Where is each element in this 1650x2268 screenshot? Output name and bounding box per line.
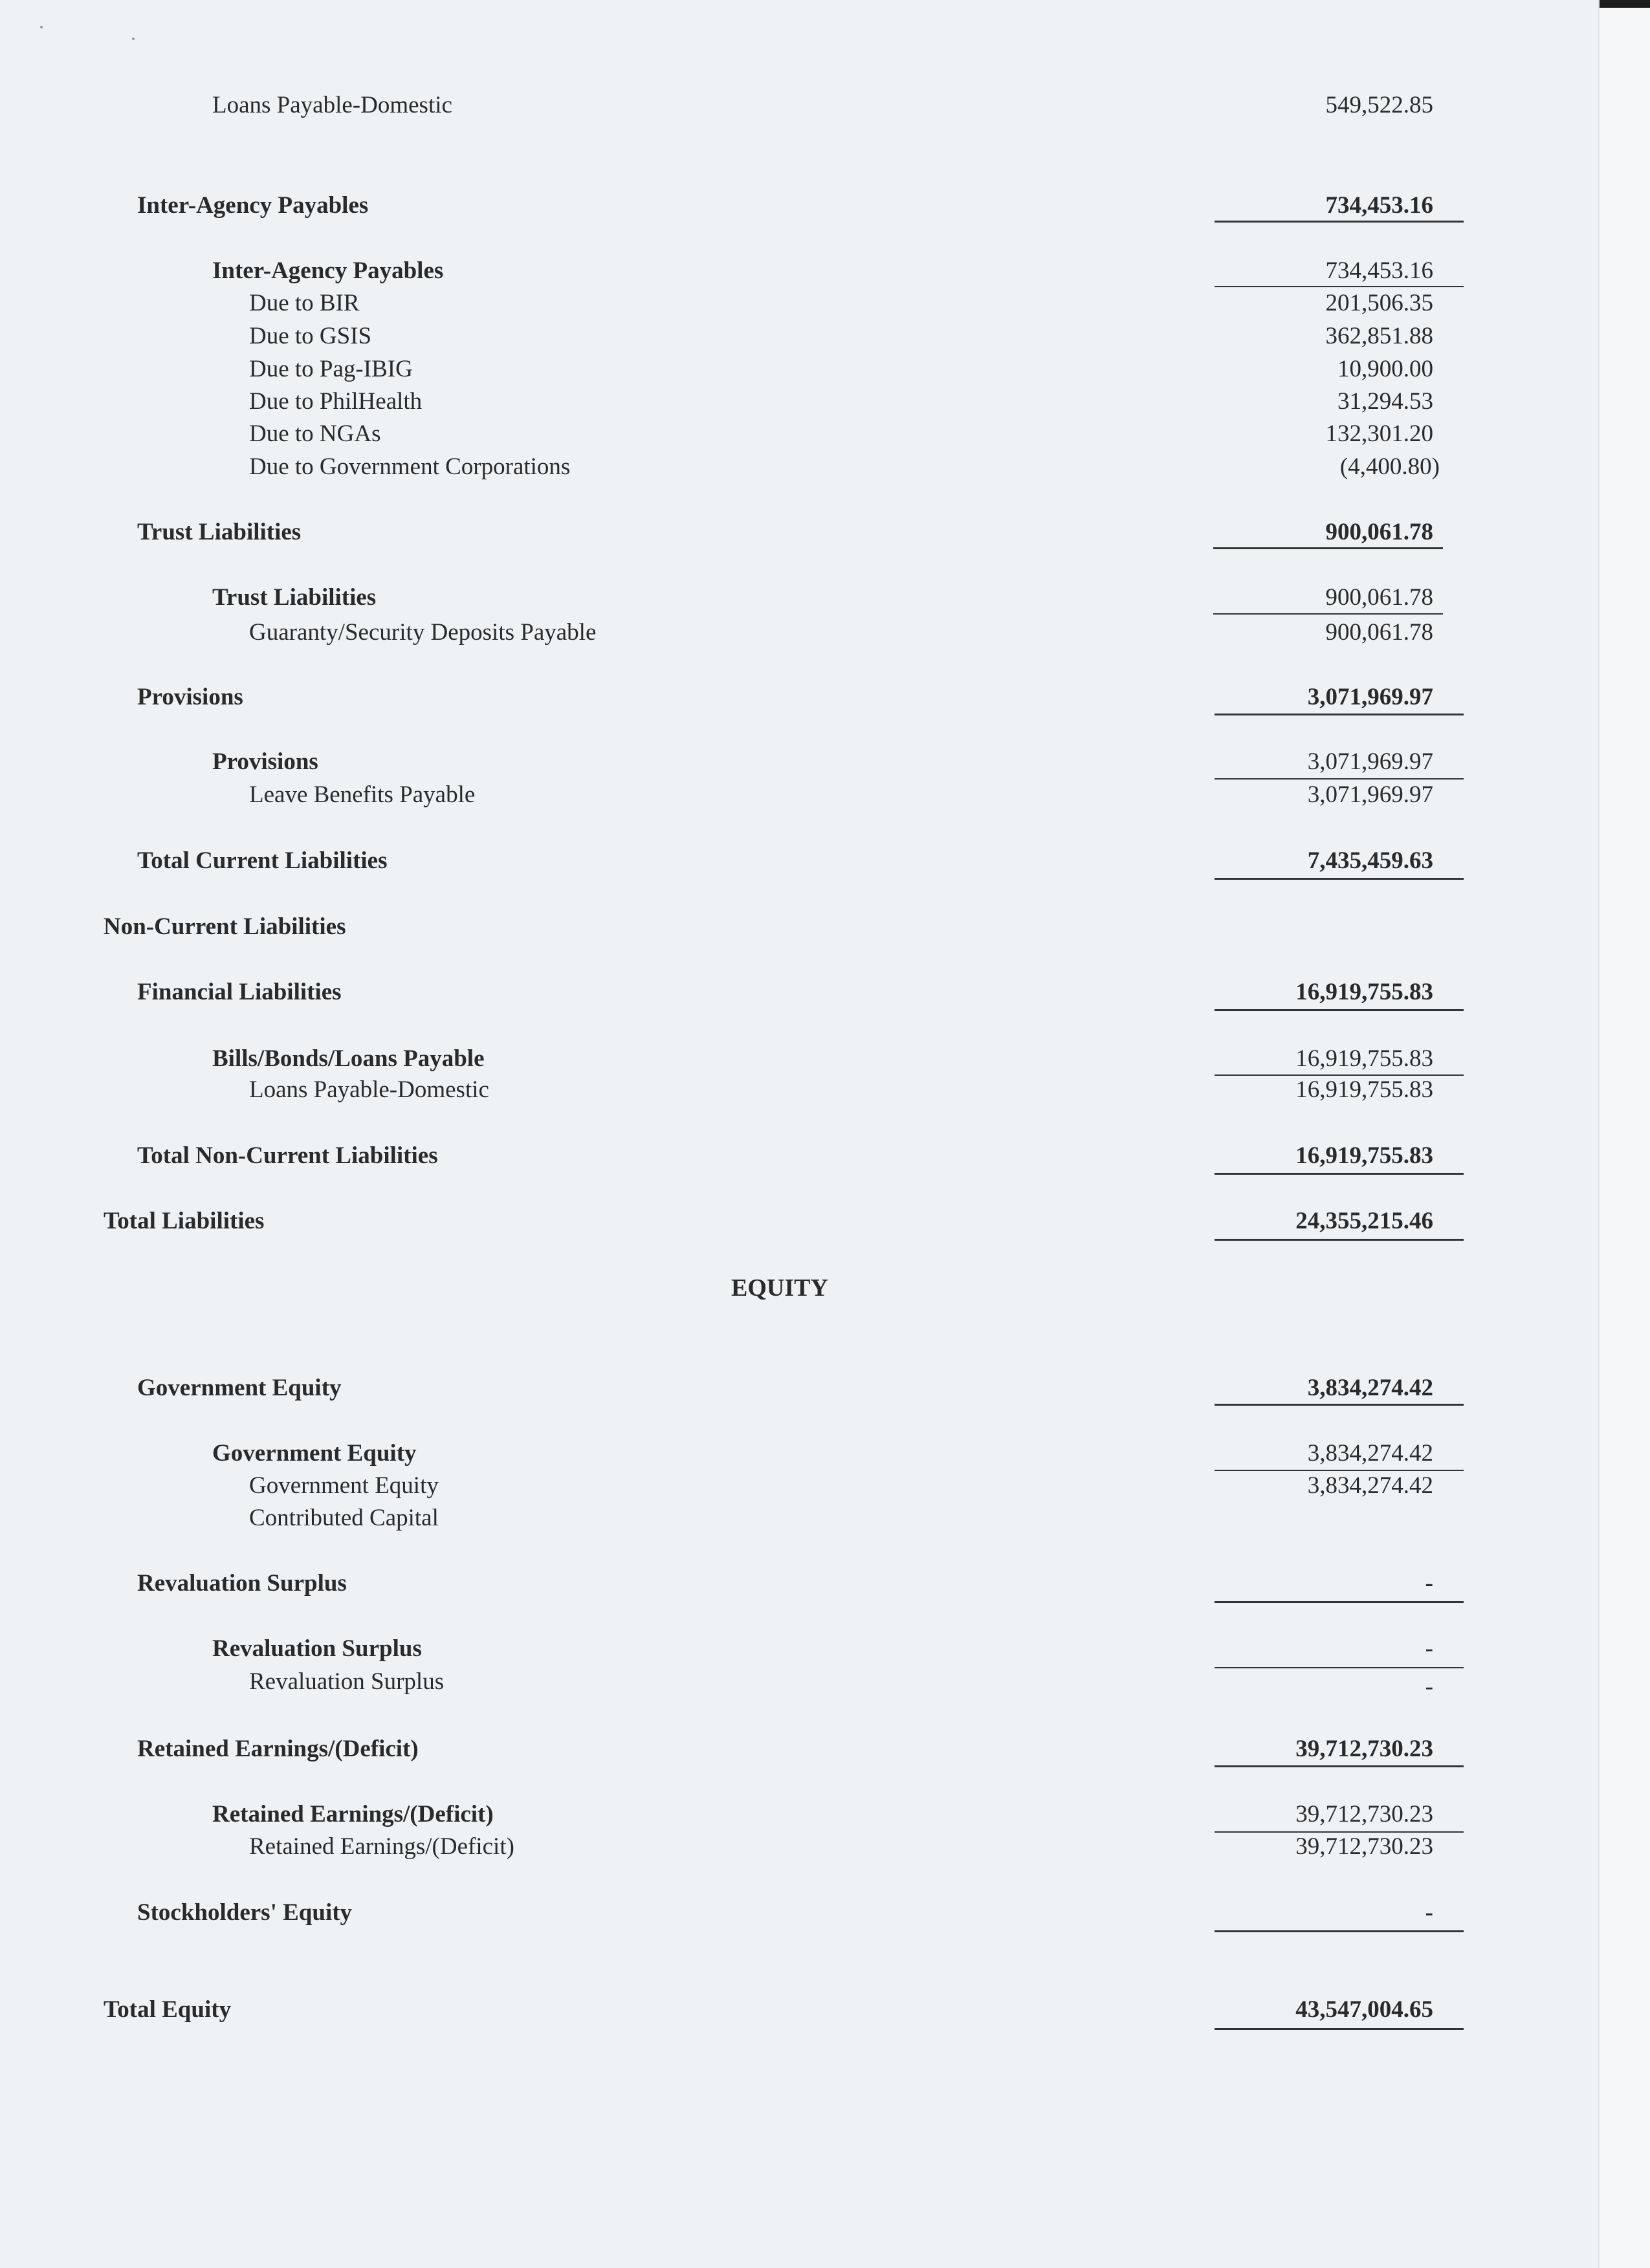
row-amount: 201,506.35 [1325,290,1433,316]
row-label: Revaluation Surplus [137,1570,347,1597]
row-amount: 900,061.78 [1325,584,1433,611]
row-label: Provisions [212,748,318,775]
row-amount: 132,301.20 [1325,420,1433,447]
row-label: Retained Earnings/(Deficit) [212,1801,494,1827]
total-underline [1215,2028,1464,2030]
statement-row [0,779,1650,818]
statement-row [0,451,1650,490]
row-amount: 39,712,730.23 [1295,1736,1433,1762]
row-amount: 16,919,755.83 [1295,979,1433,1005]
total-underline [1215,1239,1464,1241]
row-label: Trust Liabilities [212,584,377,611]
row-label: Due to NGAs [249,420,381,447]
scan-speck [132,38,135,40]
total-underline [1215,714,1464,715]
row-label: Due to Pag-IBIG [249,356,413,382]
page-corner [1600,0,1650,8]
row-label: Loans Payable-Domestic [212,92,452,118]
row-label: Total Non-Current Liabilities [137,1142,438,1169]
row-amount: 7,435,459.63 [1307,847,1433,874]
statement-row [0,1994,1650,2033]
total-underline [1215,1930,1464,1932]
row-amount: - [1425,1570,1433,1597]
row-label: Guaranty/Security Deposits Payable [249,619,597,646]
statement-row [0,1502,1650,1541]
row-amount: 16,919,755.83 [1295,1142,1433,1169]
row-label: Due to GSIS [249,323,372,349]
row-label: Financial Liabilities [137,979,342,1005]
row-label: Due to PhilHealth [249,388,423,415]
row-label: Government Equity [212,1440,417,1467]
row-amount: (4,400.80) [1339,453,1440,480]
statement-row [0,89,1650,128]
row-label: Total Equity [104,1996,232,2023]
statement-row [0,1074,1650,1113]
row-label: Revaluation Surplus [212,1635,422,1662]
row-amount: 16,919,755.83 [1295,1076,1433,1103]
row-amount: 3,834,274.42 [1307,1440,1433,1467]
row-amount: 31,294.53 [1337,388,1433,415]
row-label: Revaluation Surplus [249,1668,445,1695]
row-label: Inter-Agency Payables [212,257,444,284]
row-amount: 39,712,730.23 [1295,1833,1433,1860]
equity-heading: EQUITY [731,1274,828,1302]
row-label: Loans Payable-Domestic [249,1076,489,1103]
row-amount: - [1425,1899,1433,1926]
row-label: Due to BIR [249,290,360,316]
row-label: Government Equity [249,1472,439,1499]
row-amount: 734,453.16 [1325,257,1433,284]
row-amount: 900,061.78 [1325,619,1433,646]
row-amount: 734,453.16 [1325,192,1433,219]
total-underline [1215,1601,1464,1603]
row-amount: 3,834,274.42 [1307,1472,1433,1499]
row-amount: 3,834,274.42 [1307,1375,1433,1401]
total-underline [1215,878,1464,880]
row-label: Due to Government Corporations [249,453,571,480]
row-amount: 900,061.78 [1325,519,1433,545]
statement-row [0,190,1650,228]
row-label: Total Liabilities [104,1208,265,1234]
statement-row [0,1666,1650,1705]
row-amount: 3,071,969.97 [1307,781,1433,808]
row-label: Stockholders' Equity [137,1899,353,1926]
statement-row [0,582,1650,620]
statement-row [0,1897,1650,1935]
total-underline [1215,221,1464,223]
row-amount: 3,071,969.97 [1307,684,1433,710]
row-label: Non-Current Liabilities [104,913,346,940]
row-amount: 16,919,755.83 [1295,1045,1433,1072]
row-amount: 24,355,215.46 [1295,1208,1433,1234]
total-underline [1213,547,1443,549]
statement-row [0,516,1650,555]
statement-row [0,616,1650,655]
row-label: Inter-Agency Payables [137,192,369,219]
row-amount: 39,712,730.23 [1295,1801,1433,1827]
row-amount: 43,547,004.65 [1295,1996,1433,2023]
row-amount: 549,522.85 [1325,92,1433,118]
total-underline [1215,1404,1464,1406]
row-label: Retained Earnings/(Deficit) [137,1736,419,1762]
subtotal-underline [1213,613,1443,615]
statement-row [0,1831,1650,1870]
row-amount: 10,900.00 [1337,356,1433,382]
scan-speck [40,26,43,28]
statement-row [0,911,1650,950]
total-underline [1215,1173,1464,1175]
row-amount: - [1425,1674,1433,1700]
total-underline [1215,1765,1464,1767]
row-label: Contributed Capital [249,1505,439,1531]
row-label: Government Equity [137,1375,342,1401]
row-label: Provisions [137,684,243,710]
row-amount: 362,851.88 [1325,323,1433,349]
row-amount: 3,071,969.97 [1307,748,1433,775]
row-label: Leave Benefits Payable [249,781,476,808]
row-amount: - [1425,1635,1433,1662]
row-label: Trust Liabilities [137,519,302,545]
row-label: Total Current Liabilities [137,847,388,874]
row-label: Retained Earnings/(Deficit) [249,1833,514,1860]
total-underline [1215,1009,1464,1011]
row-label: Bills/Bonds/Loans Payable [212,1045,485,1072]
statement-row [0,1567,1650,1606]
statement-row [0,1205,1650,1244]
